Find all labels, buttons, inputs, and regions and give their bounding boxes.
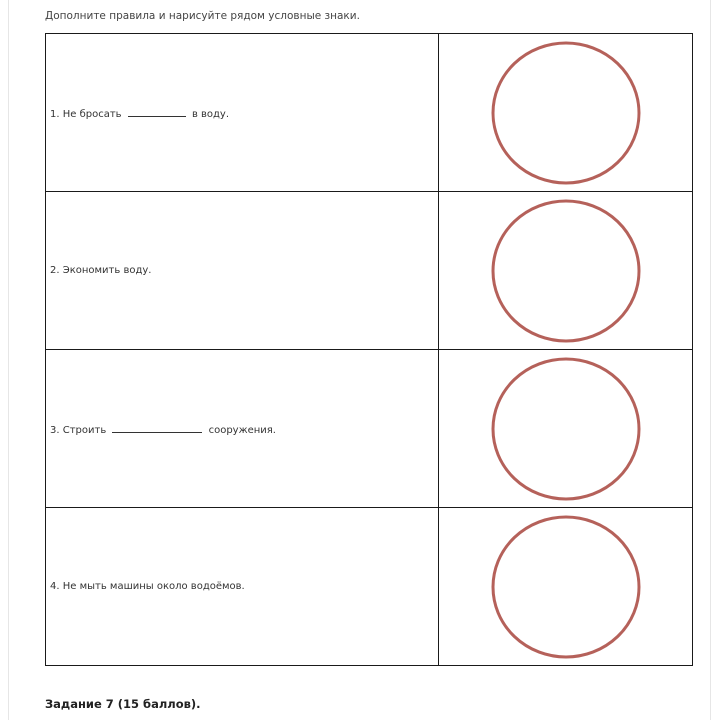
empty-sign-circle-1[interactable]	[491, 41, 641, 185]
rule-2-text: 2. Экономить воду.	[50, 265, 152, 276]
sign-cell-1[interactable]	[439, 34, 693, 192]
table-row	[46, 34, 693, 192]
empty-sign-circle-3[interactable]	[491, 357, 641, 501]
rule-3-blank[interactable]	[112, 421, 202, 433]
rules-table	[45, 33, 693, 666]
rule-3-before: 3. Строить	[50, 425, 107, 436]
rule-1-after: в воду.	[191, 109, 230, 120]
rule-1-blank[interactable]	[128, 105, 186, 117]
empty-sign-circle-4[interactable]	[491, 515, 641, 659]
table-row	[46, 508, 693, 666]
rule-cell-1	[46, 34, 439, 192]
sign-cell-4[interactable]	[439, 508, 693, 666]
table-row	[46, 192, 693, 350]
sign-cell-2[interactable]	[439, 192, 693, 350]
rule-cell-4	[46, 508, 439, 666]
rule-cell-3	[46, 350, 439, 508]
table-row	[46, 350, 693, 508]
empty-sign-circle-2[interactable]	[491, 199, 641, 343]
rule-1-before: 1. Не бросать	[50, 109, 122, 120]
next-task-heading: Задание 7 (15 баллов).	[45, 697, 201, 711]
worksheet-page	[8, 0, 711, 720]
rule-3-after: сооружения.	[208, 425, 276, 436]
rule-4-text: 4. Не мыть машины около водоёмов.	[50, 581, 245, 592]
instruction-text: Дополните правила и нарисуйте рядом условные знаки.	[45, 10, 360, 22]
rule-cell-2	[46, 192, 439, 350]
sign-cell-3[interactable]	[439, 350, 693, 508]
